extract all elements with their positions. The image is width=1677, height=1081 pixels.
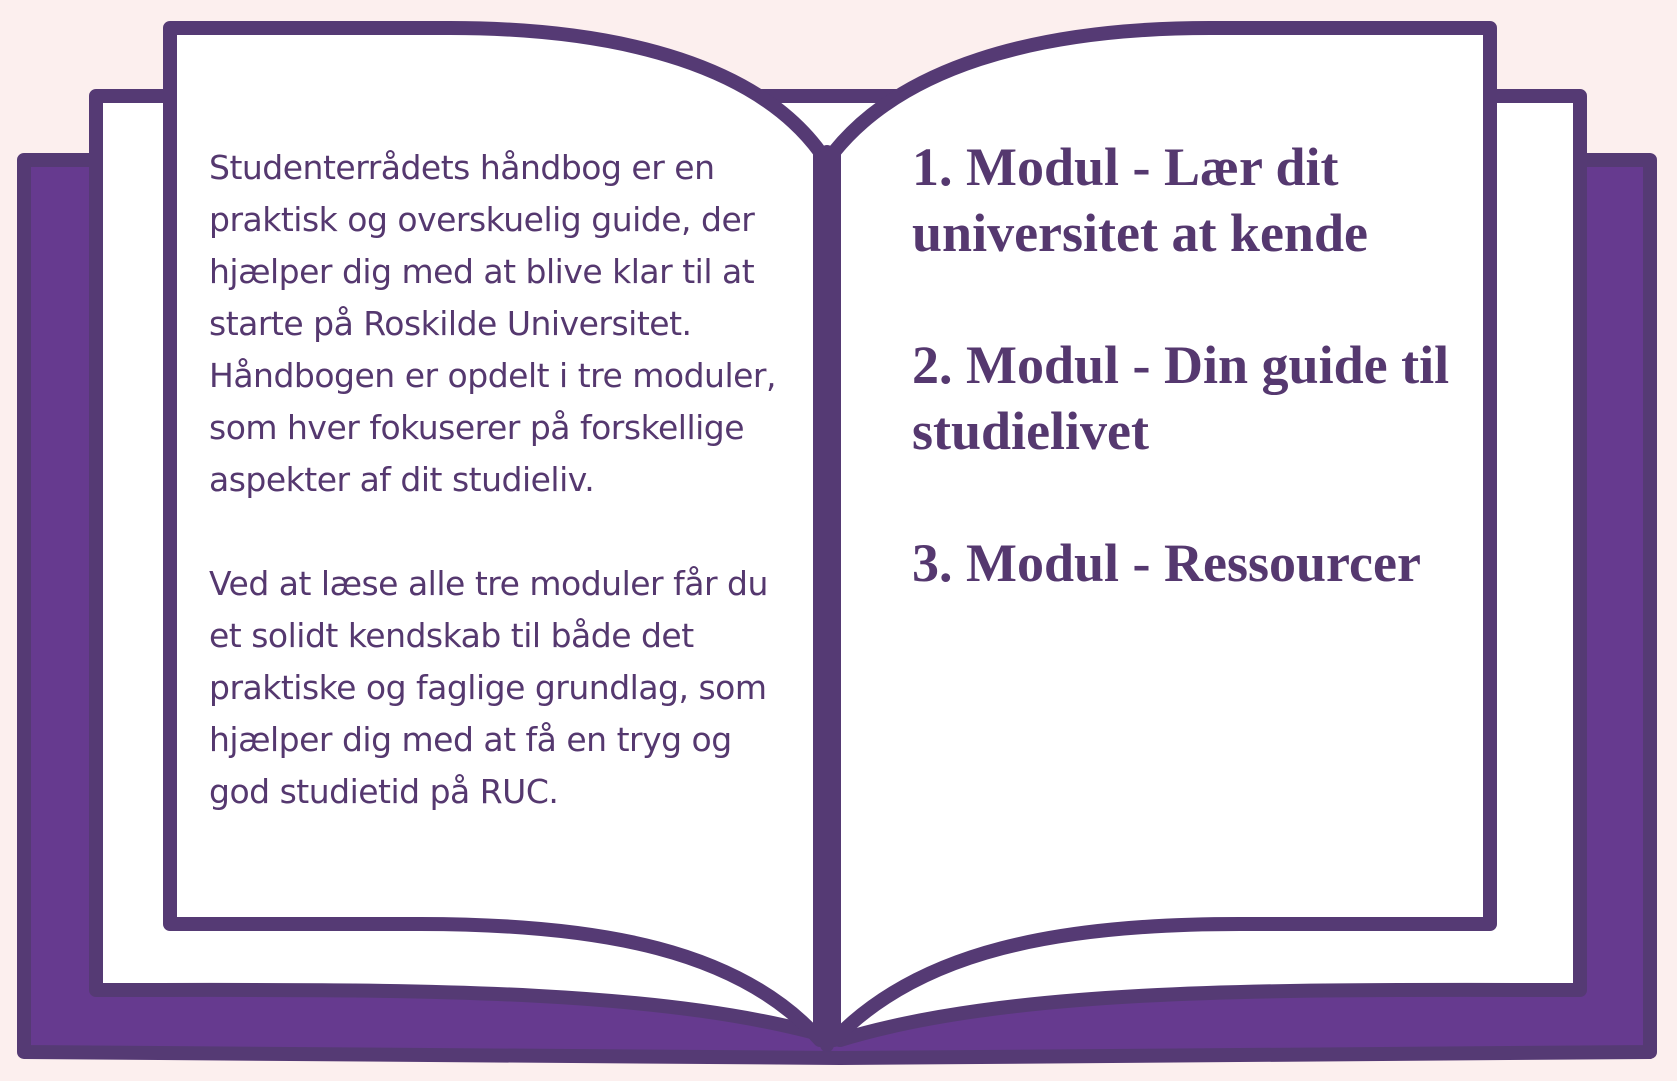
module-item-1: 1. Modul - Lær dit universitet at kende — [912, 137, 1368, 263]
module-item-2: 2. Modul - Din guide til studielivet — [912, 335, 1450, 461]
intro-text — [209, 142, 789, 870]
intro-paragraph-2: Ved at læse alle tre moduler får du et solidt kendskab til både det praktiske og faglige grundlag, som hjælper dig med at få en tryg og god studietid på RUC. — [209, 564, 768, 811]
module-item-3: 3. Modul - Ressourcer — [912, 533, 1421, 593]
module-list — [912, 134, 1512, 662]
intro-paragraph-1: Studenterrådets håndbog er en praktisk og overskuelig guide, der hjælper dig med at blive klar til at starte på Roskilde Universitet. Håndbogen er opdelt i tre moduler, som hver fokuserer på forskellige aspekter af dit studieliv. — [209, 148, 776, 499]
